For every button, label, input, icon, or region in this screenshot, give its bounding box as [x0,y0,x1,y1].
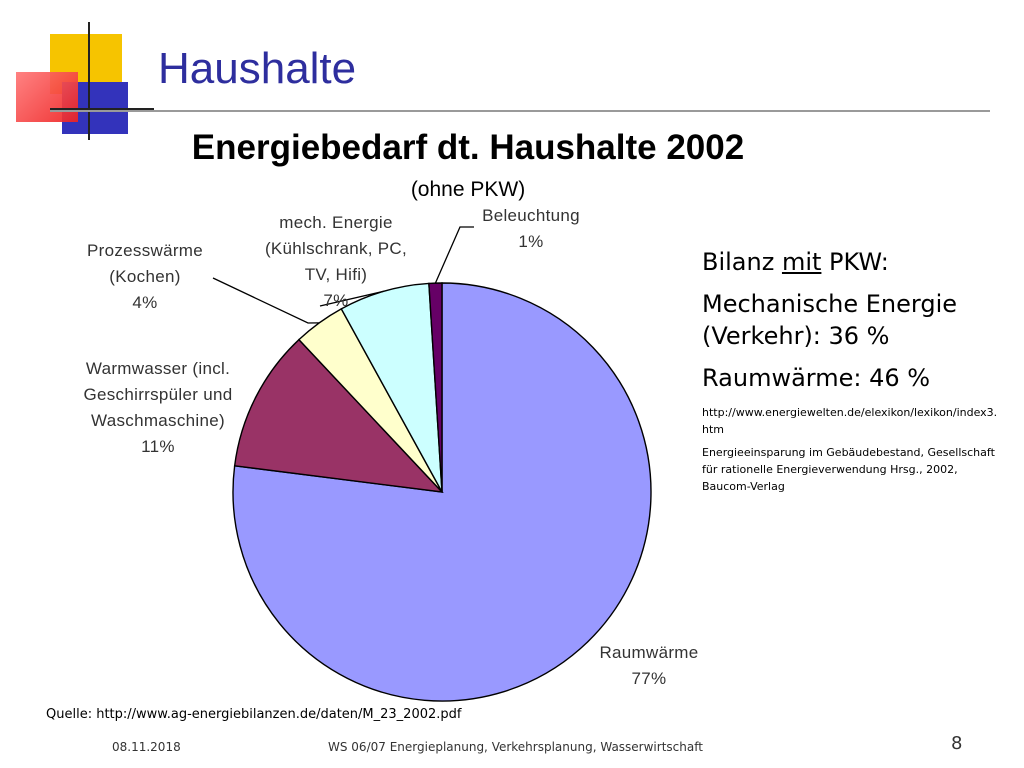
slide-title: Haushalte [158,44,357,93]
pie-label-line: 77% [631,669,667,688]
sidebar-notes [702,246,1014,501]
bilanz-heading: Bilanz mit PKW: [702,248,889,276]
pie-label-line: 11% [141,437,175,456]
pie-label-raumwaerme [588,640,710,692]
pie-label-line: (Kühlschrank, PC, [264,239,408,258]
pie-label-line: (Kochen) [109,267,181,286]
leader-line-beleuchtung [435,227,474,283]
page-number: 8 [951,733,963,754]
footer-date: 08.11.2018 [112,740,181,754]
pie-slices [233,283,651,701]
pie-label-line: 4% [132,293,158,312]
footer-course-title: WS 06/07 Energieplanung, Verkehrsplanung, Wasserwirtschaft [328,740,703,754]
pie-label-beleuchtung [470,203,592,255]
pie-label-prozesswaerme [70,238,220,316]
source-citation: Quelle: http://www.ag-energiebilanzen.de/daten/M_23_2002.pdf [46,707,462,722]
mech-energy-note: Mechanische Energie (Verkehr): 36 % [702,290,958,350]
pie-label-line: 7% [323,291,349,310]
pie-label-line: Prozesswärme [86,241,204,260]
pie-label-warmwasser [64,356,252,460]
pie-label-line: TV, Hifi) [304,265,368,284]
pie-label-line: mech. Energie [279,213,393,232]
pie-label-line: 1% [518,232,544,251]
pie-label-mech-energie [250,210,422,314]
reference-url: http://www.energiewelten.de/elexikon/lexikon/index3. htm [702,406,998,436]
pie-label-line: Raumwärme [599,643,699,662]
chart-subtitle: (ohne PKW) [410,178,526,201]
pie-label-line: Beleuchtung [482,206,580,225]
reference-book: Energieeinsparung im Gebäudebestand, Gesellschaft für rationelle Energieverwendung Hrsg., 2002, Baucom-Verlag [702,446,995,493]
pie-label-line: Waschmaschine) [91,411,225,430]
pie-label-line: Warmwasser (incl. [85,359,231,378]
raumwaerme-note: Raumwärme: 46 % [702,364,931,392]
chart-title: Energiebedarf dt. Haushalte 2002 [191,128,745,167]
pie-label-line: Geschirrspüler und [83,385,233,404]
